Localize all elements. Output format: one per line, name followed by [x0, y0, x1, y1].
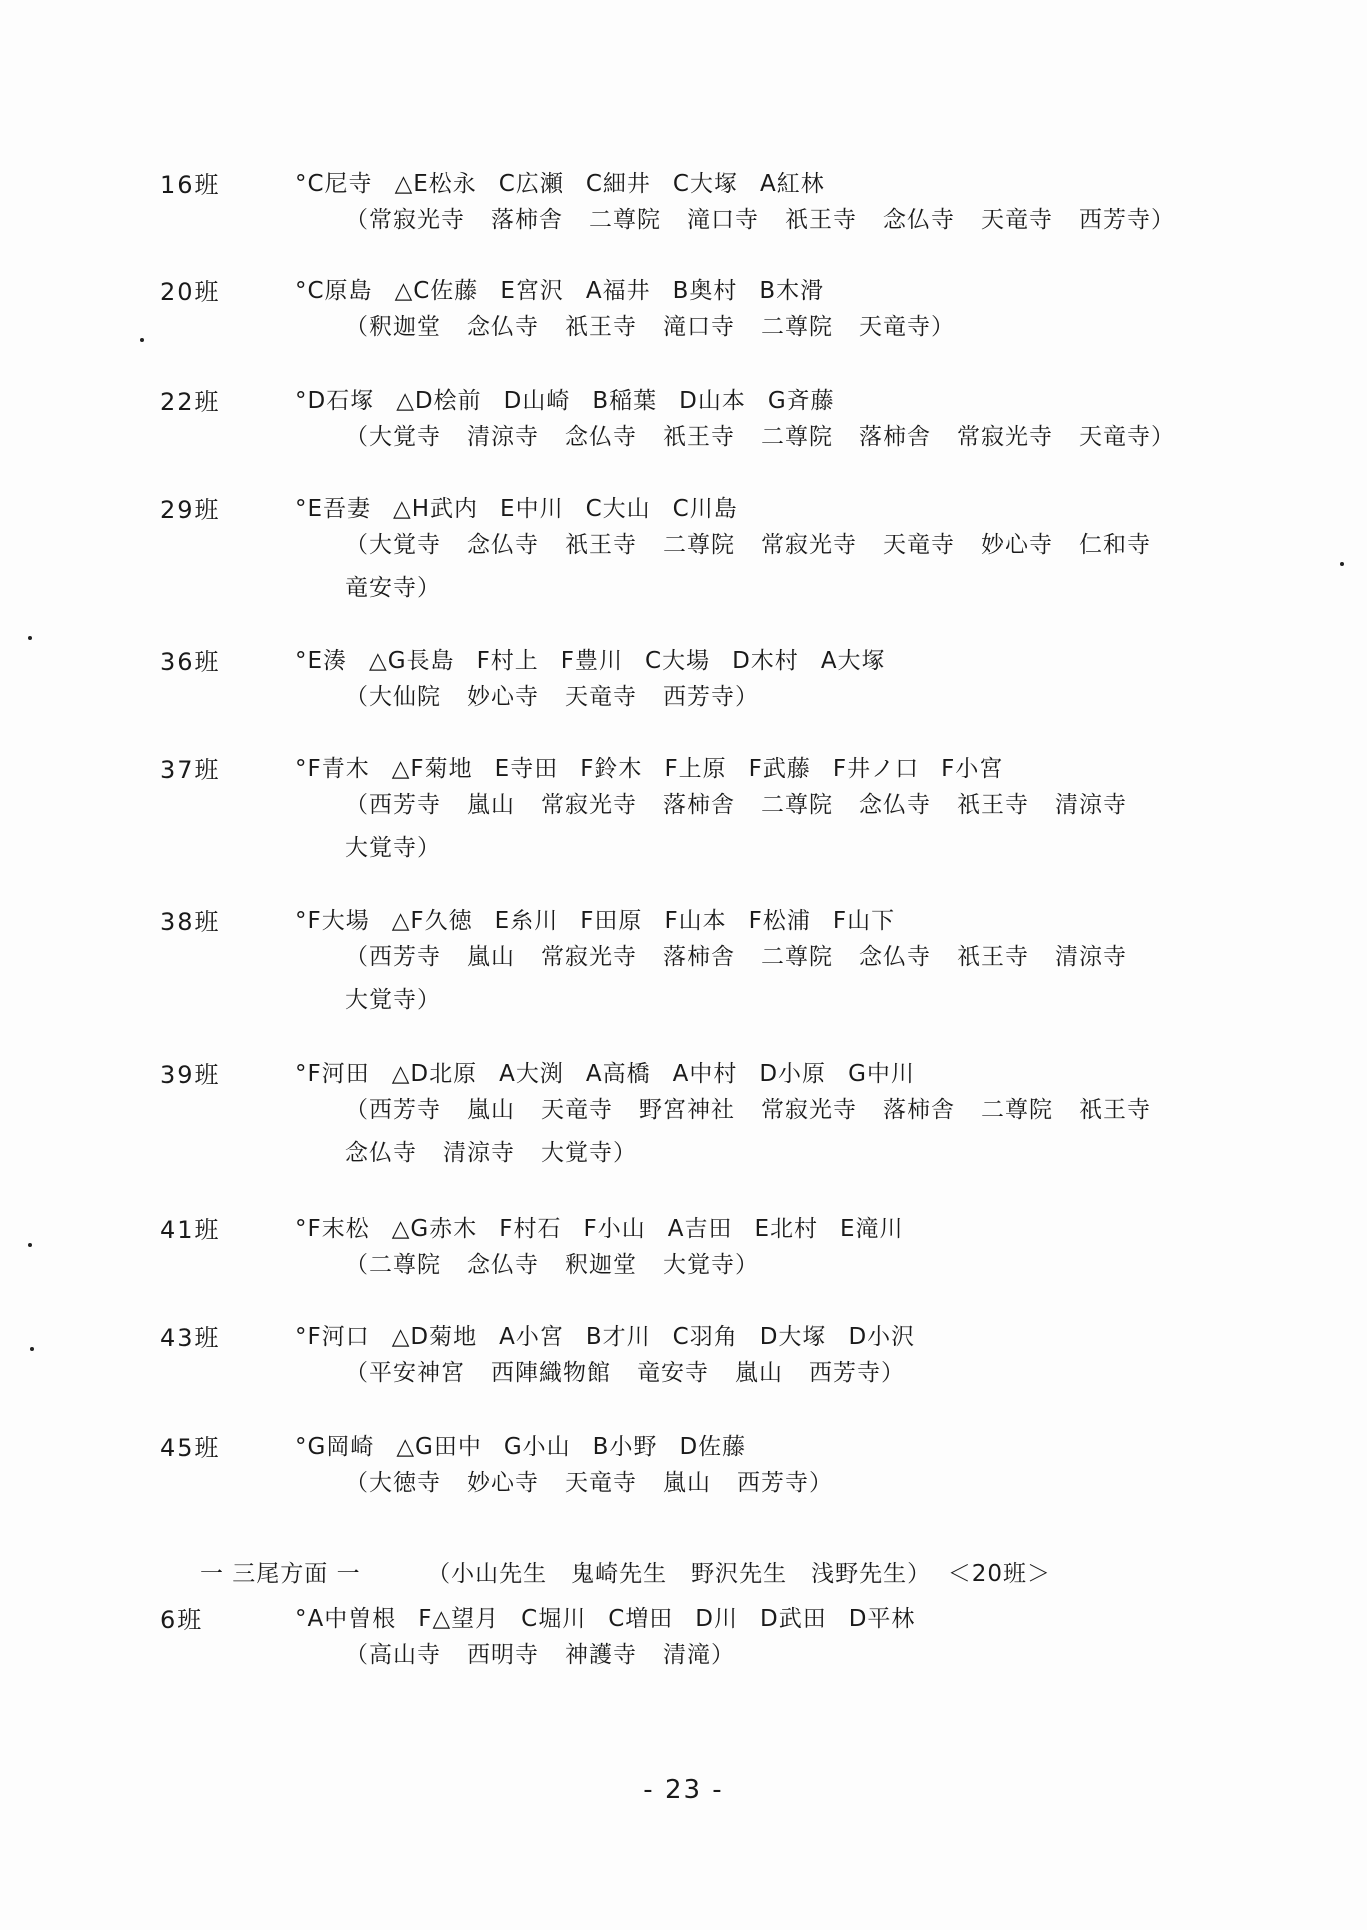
temple-name: 念仏寺 — [883, 207, 955, 233]
temple-name: 念仏寺 — [467, 1252, 539, 1278]
temple-name: 妙心寺 — [467, 684, 539, 710]
temple-name: 常寂光寺 — [369, 207, 465, 233]
member-name: °G岡崎 — [295, 1434, 375, 1460]
temple-name: 天竜寺 — [883, 532, 955, 558]
member-name: C大山 — [585, 496, 651, 522]
member-name: °F河口 — [295, 1324, 370, 1350]
temple-name: 大仙院 — [369, 684, 441, 710]
group-label: 43班 — [160, 1324, 221, 1352]
member-name: °F河田 — [295, 1061, 370, 1087]
scan-speck — [28, 1243, 32, 1247]
temple-name: 天竜寺 — [565, 1470, 637, 1496]
temple-name: 念仏寺 — [565, 424, 637, 450]
member-name: △F菊地 — [391, 756, 473, 782]
group-label: 37班 — [160, 756, 221, 784]
group-members — [295, 750, 1025, 783]
close-paren: ） — [417, 987, 441, 1013]
page-number: - 23 - — [643, 1775, 724, 1805]
temple-itinerary — [345, 1634, 1205, 1677]
member-name: °D石塚 — [295, 388, 375, 414]
temple-name: 西芳寺 — [737, 1470, 809, 1496]
member-name: △E松永 — [394, 171, 477, 197]
open-paren: （ — [345, 1097, 369, 1123]
temple-name: 西芳寺 — [1079, 207, 1151, 233]
close-paren: ） — [931, 314, 955, 340]
group-label: 39班 — [160, 1061, 221, 1089]
open-paren: （ — [345, 684, 369, 710]
temple-name: 落柿舎 — [859, 424, 931, 450]
temple-name: 清涼寺 — [1055, 792, 1127, 818]
member-name: C増田 — [608, 1606, 674, 1632]
member-name: A大渕 — [499, 1061, 564, 1087]
member-name: F山下 — [832, 908, 896, 934]
close-paren: ） — [1151, 207, 1175, 233]
member-name: °F青木 — [295, 756, 370, 782]
temple-name: 大覚寺 — [541, 1140, 613, 1166]
temple-name: 仁和寺 — [1079, 532, 1151, 558]
temple-name: 嵐山 — [467, 792, 515, 818]
section-teachers: （小山先生 鬼崎先生 野沢先生 浅野先生） — [427, 1561, 932, 1587]
open-paren: （ — [345, 207, 369, 233]
group-label: 45班 — [160, 1434, 221, 1462]
temple-name: 二尊院 — [761, 314, 833, 340]
temple-name: 妙心寺 — [467, 1470, 539, 1496]
member-name: F△望月 — [418, 1606, 500, 1632]
temple-name: 常寂光寺 — [761, 532, 857, 558]
temple-name: 竜安寺 — [637, 1360, 709, 1386]
open-paren: （ — [345, 424, 369, 450]
open-paren: （ — [345, 532, 369, 558]
temple-name: 念仏寺 — [345, 1140, 417, 1166]
temple-name: 祇王寺 — [785, 207, 857, 233]
temple-name: 天竜寺 — [1079, 424, 1151, 450]
member-name: △D菊地 — [391, 1324, 478, 1350]
close-paren: ） — [417, 835, 441, 861]
group-members — [295, 382, 857, 415]
member-name: E北村 — [754, 1216, 818, 1242]
temple-name: 滝口寺 — [687, 207, 759, 233]
member-name: °E吾妻 — [295, 496, 372, 522]
open-paren: （ — [345, 1360, 369, 1386]
member-name: D山本 — [679, 388, 746, 414]
temple-name: 常寂光寺 — [541, 792, 637, 818]
temple-name: 竜安寺 — [345, 575, 417, 601]
temple-name: 清涼寺 — [467, 424, 539, 450]
member-name: A大塚 — [820, 648, 886, 674]
temple-name: 二尊院 — [761, 944, 833, 970]
temple-name: 念仏寺 — [859, 792, 931, 818]
temple-name: 妙心寺 — [981, 532, 1053, 558]
member-name: °C尼寺 — [295, 171, 373, 197]
group-members — [295, 165, 847, 198]
member-name: °C原島 — [295, 278, 373, 304]
temple-name: 天竜寺 — [541, 1097, 613, 1123]
temple-name: 常寂光寺 — [957, 424, 1053, 450]
member-name: D小沢 — [848, 1324, 916, 1350]
temple-name: 常寂光寺 — [541, 944, 637, 970]
temple-name: 清涼寺 — [443, 1140, 515, 1166]
temple-name: 落柿舎 — [883, 1097, 955, 1123]
member-name: △D桧前 — [396, 388, 482, 414]
open-paren: （ — [345, 314, 369, 340]
group-label: 20班 — [160, 278, 221, 306]
temple-name: 野宮神社 — [639, 1097, 735, 1123]
group-label: 41班 — [160, 1216, 221, 1244]
member-name: F村石 — [499, 1216, 562, 1242]
member-name: C大塚 — [672, 171, 738, 197]
member-name: D大塚 — [759, 1324, 827, 1350]
temple-name: 祇王寺 — [663, 424, 735, 450]
member-name: C広瀬 — [498, 171, 564, 197]
temple-itinerary — [345, 1089, 1205, 1175]
member-name: G中川 — [848, 1061, 915, 1087]
member-name: F小宮 — [941, 756, 1004, 782]
member-name: C大場 — [645, 648, 711, 674]
member-name: △H武内 — [393, 496, 479, 522]
temple-name: 清涼寺 — [1055, 944, 1127, 970]
group-members — [295, 642, 908, 675]
temple-name: 祇王寺 — [957, 944, 1029, 970]
member-name: C堀川 — [521, 1606, 587, 1632]
temple-name: 念仏寺 — [859, 944, 931, 970]
group-label: 22班 — [160, 388, 221, 416]
member-name: D山崎 — [503, 388, 571, 414]
temple-name: 嵐山 — [735, 1360, 783, 1386]
scan-speck — [1340, 562, 1344, 566]
temple-name: 平安神宮 — [369, 1360, 465, 1386]
member-name: F松浦 — [748, 908, 811, 934]
member-name: D平林 — [848, 1606, 916, 1632]
scan-speck — [28, 636, 32, 640]
close-paren: ） — [809, 1470, 833, 1496]
member-name: A小宮 — [499, 1324, 564, 1350]
member-name: △F久徳 — [391, 908, 473, 934]
member-name: D木村 — [732, 648, 799, 674]
member-name: A吉田 — [667, 1216, 733, 1242]
temple-itinerary — [345, 199, 1205, 242]
member-name: △G長島 — [369, 648, 455, 674]
temple-name: 西芳寺 — [369, 944, 441, 970]
group-members — [295, 1428, 768, 1461]
member-name: D小原 — [759, 1061, 827, 1087]
group-members — [295, 902, 917, 935]
member-name: D川 — [695, 1606, 738, 1632]
temple-name: 大覚寺 — [663, 1252, 735, 1278]
member-name: F豊川 — [560, 648, 624, 674]
temple-itinerary — [345, 676, 1205, 719]
temple-name: 二尊院 — [663, 532, 735, 558]
member-name: B木滑 — [759, 278, 825, 304]
close-paren: ） — [881, 1360, 905, 1386]
member-name: △G田中 — [396, 1434, 482, 1460]
temple-itinerary — [345, 306, 1205, 349]
group-label: 36班 — [160, 648, 221, 676]
member-name: F田原 — [580, 908, 643, 934]
open-paren: （ — [345, 944, 369, 970]
close-paren: ） — [613, 1140, 637, 1166]
group-members — [295, 272, 846, 305]
temple-name: 神護寺 — [565, 1642, 637, 1668]
temple-name: 大覚寺 — [369, 424, 441, 450]
group-members — [295, 1210, 926, 1243]
temple-name: 嵐山 — [663, 1470, 711, 1496]
temple-name: 西明寺 — [467, 1642, 539, 1668]
member-name: △C佐藤 — [394, 278, 479, 304]
temple-name: 釈迦堂 — [369, 314, 441, 340]
member-name: E糸川 — [494, 908, 559, 934]
close-paren: ） — [1151, 424, 1175, 450]
member-name: E滝川 — [840, 1216, 904, 1242]
temple-name: 落柿舎 — [491, 207, 563, 233]
open-paren: （ — [345, 792, 369, 818]
temple-itinerary — [345, 936, 1205, 1022]
close-paren: ） — [417, 575, 441, 601]
temple-itinerary — [345, 784, 1205, 870]
temple-name: 念仏寺 — [467, 314, 539, 340]
member-name: A中村 — [672, 1061, 738, 1087]
member-name: B奥村 — [672, 278, 738, 304]
member-name: A福井 — [585, 278, 651, 304]
open-paren: （ — [345, 1470, 369, 1496]
group-members — [295, 1600, 937, 1633]
member-name: F山本 — [664, 908, 727, 934]
member-name: F村上 — [476, 648, 539, 674]
member-name: B稲葉 — [592, 388, 658, 414]
close-paren: ） — [735, 1252, 759, 1278]
temple-itinerary — [345, 1244, 1205, 1287]
temple-name: 天竜寺 — [565, 684, 637, 710]
member-name: A高橋 — [585, 1061, 651, 1087]
member-name: F武藤 — [748, 756, 811, 782]
temple-name: 祇王寺 — [1079, 1097, 1151, 1123]
temple-name: 常寂光寺 — [761, 1097, 857, 1123]
temple-itinerary — [345, 524, 1205, 610]
temple-name: 釈迦堂 — [565, 1252, 637, 1278]
member-name: E宮沢 — [500, 278, 564, 304]
member-name: °E湊 — [295, 648, 348, 674]
temple-itinerary — [345, 1352, 1205, 1395]
member-name: °F大場 — [295, 908, 370, 934]
group-members — [295, 490, 760, 523]
temple-name: 二尊院 — [589, 207, 661, 233]
group-label: 38班 — [160, 908, 221, 936]
member-name: D佐藤 — [679, 1434, 747, 1460]
temple-name: 祇王寺 — [957, 792, 1029, 818]
scan-speck — [140, 338, 144, 342]
temple-name: 祇王寺 — [565, 532, 637, 558]
member-name: F鈴木 — [580, 756, 643, 782]
member-name: E寺田 — [494, 756, 559, 782]
member-name: A紅林 — [759, 171, 825, 197]
open-paren: （ — [345, 1642, 369, 1668]
member-name: B小野 — [592, 1434, 658, 1460]
temple-name: 二尊院 — [761, 424, 833, 450]
group-label: 6班 — [160, 1606, 204, 1634]
member-name: C川島 — [672, 496, 738, 522]
temple-name: 落柿舎 — [663, 944, 735, 970]
member-name: F小山 — [583, 1216, 646, 1242]
temple-name: 天竜寺 — [859, 314, 931, 340]
temple-name: 西陣織物館 — [491, 1360, 611, 1386]
section-title: 一 三尾方面 一 — [200, 1561, 361, 1587]
member-name: °A中曽根 — [295, 1606, 397, 1632]
temple-name: 大覚寺 — [345, 987, 417, 1013]
member-name: △D北原 — [391, 1061, 478, 1087]
temple-name: 西芳寺 — [369, 1097, 441, 1123]
temple-name: 西芳寺 — [663, 684, 735, 710]
group-label: 29班 — [160, 496, 221, 524]
member-name: °F末松 — [295, 1216, 370, 1242]
member-name: D武田 — [760, 1606, 827, 1632]
member-name: △G赤木 — [391, 1216, 478, 1242]
temple-name: 大覚寺 — [369, 532, 441, 558]
member-name: F井ノ口 — [832, 756, 920, 782]
section-header — [200, 1555, 1051, 1588]
temple-name: 滝口寺 — [663, 314, 735, 340]
temple-name: 清滝 — [663, 1642, 711, 1668]
temple-name: 天竜寺 — [981, 207, 1053, 233]
temple-name: 二尊院 — [761, 792, 833, 818]
temple-name: 落柿舎 — [663, 792, 735, 818]
group-label: 16班 — [160, 171, 221, 199]
temple-name: 嵐山 — [467, 1097, 515, 1123]
section-count: ＜20班＞ — [947, 1561, 1052, 1587]
temple-name: 西芳寺 — [369, 792, 441, 818]
group-members — [295, 1055, 937, 1088]
member-name: C羽角 — [672, 1324, 738, 1350]
open-paren: （ — [345, 1252, 369, 1278]
temple-itinerary — [345, 416, 1205, 459]
temple-name: 高山寺 — [369, 1642, 441, 1668]
member-name: B才川 — [585, 1324, 651, 1350]
group-members — [295, 1318, 937, 1351]
close-paren: ） — [735, 684, 759, 710]
member-name: G小山 — [503, 1434, 571, 1460]
temple-name: 大徳寺 — [369, 1470, 441, 1496]
temple-itinerary — [345, 1462, 1205, 1505]
temple-name: 祇王寺 — [565, 314, 637, 340]
member-name: E中川 — [500, 496, 564, 522]
temple-name: 二尊院 — [369, 1252, 441, 1278]
temple-name: 二尊院 — [981, 1097, 1053, 1123]
temple-name: 大覚寺 — [345, 835, 417, 861]
temple-name: 念仏寺 — [467, 532, 539, 558]
scan-speck — [30, 1347, 34, 1351]
temple-name: 西芳寺 — [809, 1360, 881, 1386]
member-name: F上原 — [664, 756, 727, 782]
member-name: G斉藤 — [767, 388, 835, 414]
temple-name: 嵐山 — [467, 944, 515, 970]
close-paren: ） — [711, 1642, 735, 1668]
member-name: C細井 — [585, 171, 651, 197]
